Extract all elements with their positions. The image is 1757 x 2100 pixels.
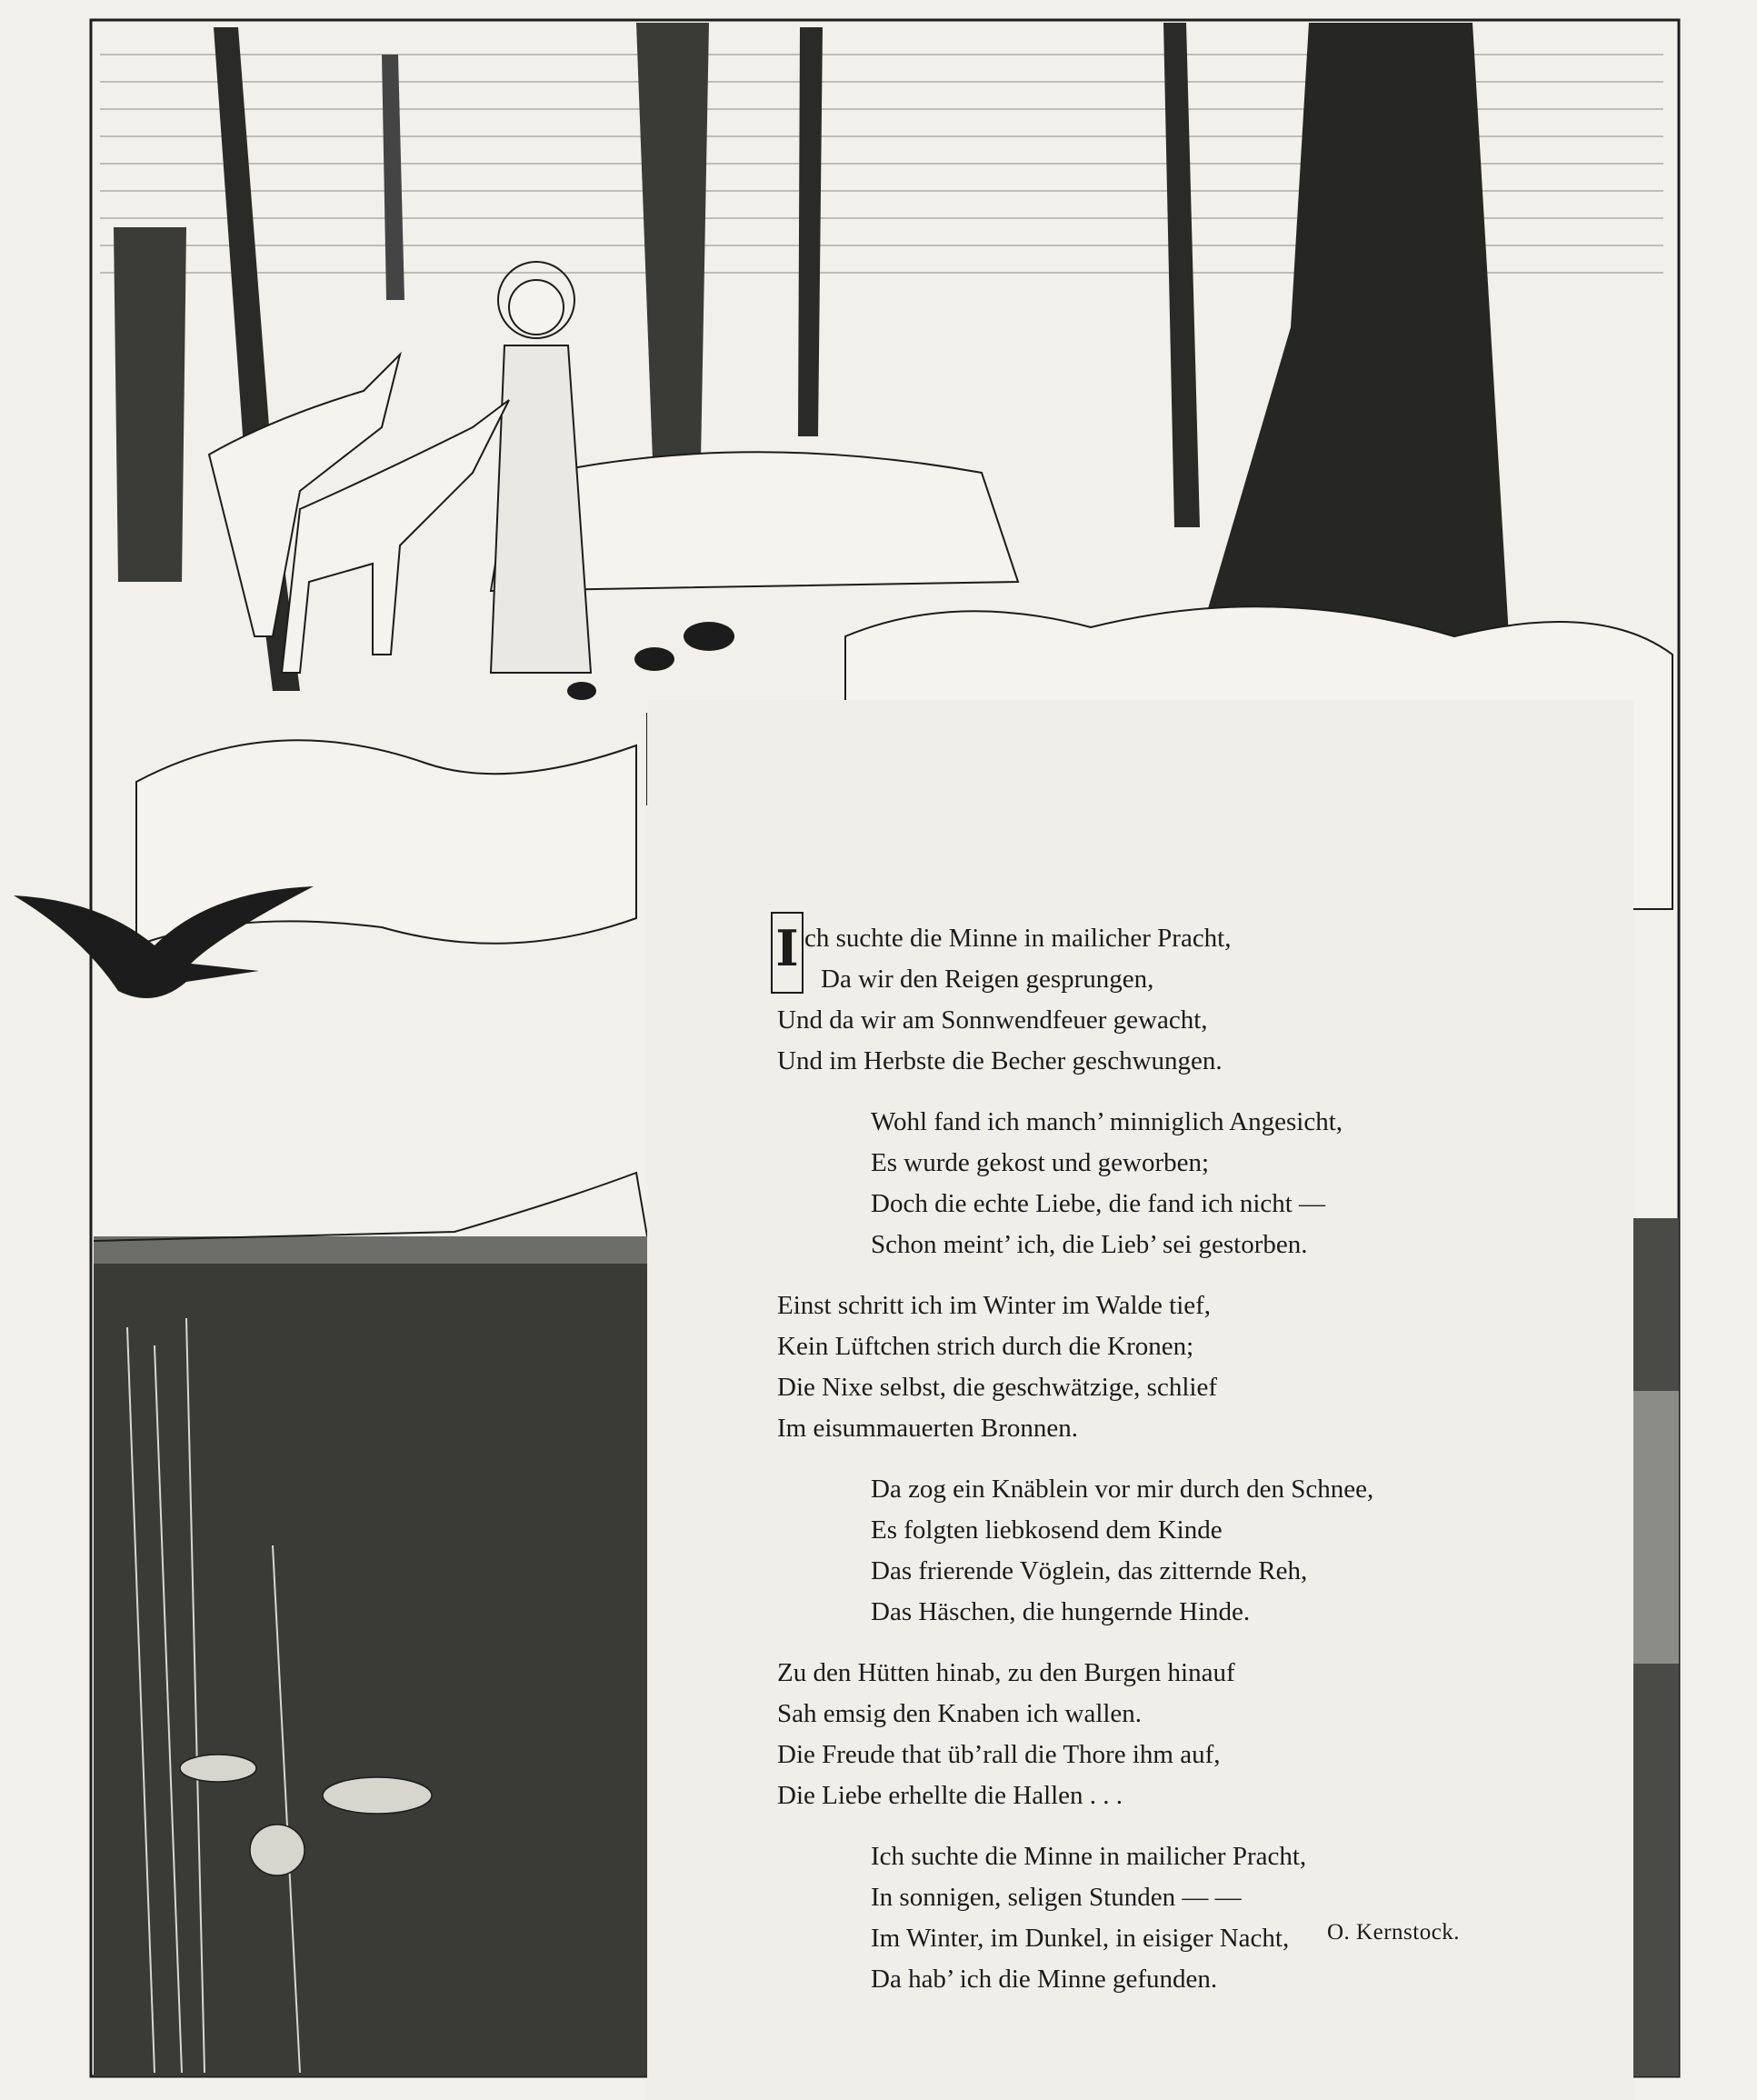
poem-line: Und im Herbste die Becher geschwungen. — [777, 1046, 1223, 1075]
stanza-6 — [871, 1836, 1522, 2000]
bird-icons — [567, 622, 734, 700]
poem-line: Die Nixe selbst, die geschwätzige, schlief — [777, 1373, 1217, 1402]
stanza-3 — [777, 1285, 1522, 1449]
poem-line: In sonnigen, seligen Stunden — — — [871, 1883, 1242, 1912]
poem — [777, 918, 1522, 2020]
poem-line: Da wir den Reigen gesprungen, — [821, 965, 1154, 994]
poem-line: Kein Lüftchen strich durch die Kronen; — [777, 1332, 1194, 1361]
poem-line: Das frierende Vöglein, das zitternde Reh, — [871, 1556, 1308, 1585]
stanza-5 — [777, 1653, 1522, 1816]
poem-line: Da zog ein Knäblein vor mir durch den Schnee, — [871, 1475, 1374, 1504]
poem-line: Ich suchte die Minne in mailicher Pracht, — [871, 1842, 1307, 1871]
poem-line: Schon meint’ ich, die Lieb’ sei gestorben. — [871, 1230, 1308, 1259]
poem-line: Wohl fand ich manch’ minniglich Angesicht, — [871, 1107, 1343, 1136]
poem-line: Im eisummauerten Bronnen. — [777, 1414, 1078, 1443]
poem-line: Und da wir am Sonnwendfeuer gewacht, — [777, 1005, 1208, 1035]
poem-line: Es wurde gekost und geworben; — [871, 1148, 1210, 1177]
stanza-2 — [871, 1102, 1522, 1265]
christ-child-figure — [491, 262, 591, 673]
forest-trees — [114, 23, 1509, 691]
poem-line: ch suchte die Minne in mailicher Pracht, — [804, 924, 1232, 953]
poem-line: Die Liebe erhellte die Hallen . . . — [777, 1781, 1123, 1810]
poem-line: Es folgten liebkosend dem Kinde — [871, 1515, 1223, 1545]
stanza-4 — [871, 1469, 1522, 1633]
dropcap-ornament-icon — [770, 911, 804, 995]
poem-line: Sah emsig den Knaben ich wallen. — [777, 1699, 1143, 1728]
poem-line: Da hab’ ich die Minne gefunden. — [871, 1965, 1218, 1994]
poem-line: Einst schritt ich im Winter im Walde tief, — [777, 1291, 1212, 1320]
poem-line: Die Freude that üb’rall die Thore ihm auf, — [777, 1740, 1221, 1769]
poem-line: Das Häschen, die hungernde Hinde. — [871, 1597, 1251, 1626]
dropcap-letter: I — [775, 919, 799, 977]
author-signature: O. Kernstock. — [1327, 1920, 1461, 1945]
poem-line: Im Winter, im Dunkel, in eisiger Nacht, — [871, 1924, 1290, 1953]
poem-line: Doch die echte Liebe, die fand ich nicht — — [871, 1189, 1326, 1218]
poem-line: Zu den Hütten hinab, zu den Burgen hinauf — [777, 1658, 1235, 1687]
stanza-1 — [777, 918, 1522, 1082]
